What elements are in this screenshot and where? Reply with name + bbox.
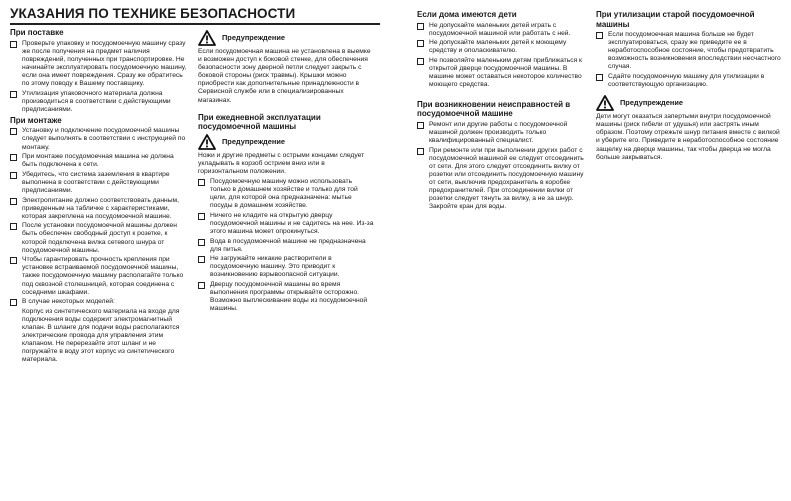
checkbox-bullet-icon [198, 213, 205, 220]
section-heading-malfunction: При возникновении неисправностей в посудомоечной машине [417, 99, 571, 119]
list-item: Не позволяйте маленьким детям приближаться к открытой дверце посудомоечной машины. В машине может оставаться некоторое количество моющего средства. [417, 57, 587, 89]
checkbox-bullet-icon [10, 154, 17, 161]
list-item: Установку и подключение посудомоечной машины следует выполнять в соответствии с инструкцией по монтажу. [10, 127, 188, 151]
checkbox-bullet-icon [596, 32, 603, 39]
paragraph: Корпус из синтетического материала на входе для подключения воды содержит электромагнитный клапан. В шланге для подачи воды располагаются электрические провода для управления этим клапаном. Не перерезайте этот шланг и не погружайте в воду этот корпус из синтетического материала. [22, 307, 180, 364]
list-item: Электропитание должно соответствовать данным, приведенным на табличке с характеристиками, которая закреплена на посудомоечной машине. [10, 197, 188, 221]
checkbox-bullet-icon [198, 239, 205, 246]
warning-triangle-icon [198, 30, 216, 46]
list-item: Не допускайте маленьких детей играть с посудомоечной машиной или работать с ней. [417, 22, 587, 38]
warning-text: Дети могут оказаться запертыми внутри посудомоечной машины (риск гибели от удушья) или застрять иным образом. Поэтому отрежьте шнур питания вместе с вилкой и уберите его. Приведите в неработоспособное состояние защелку на дверце машины, так чтобы дверца не могла больше закрываться. [596, 113, 780, 161]
section-heading-disposal: При утилизации старой посудомоечной машины [596, 10, 755, 29]
checkbox-bullet-icon [417, 23, 424, 30]
list-item: Вода в посудомоечной машине не предназначена для питья. [198, 238, 374, 254]
section-heading-installation: При монтаже [10, 115, 62, 125]
section-heading-delivery: При поставке [10, 28, 64, 37]
list-item: Если посудомоечная машина больше не будет эксплуатироваться, сразу же приведите ее в неработоспособное состояние, чтобы предотвратить возможность возникновения впоследствии несчастного случая. [596, 31, 782, 71]
column-2 [198, 28, 374, 315]
list-item: Убедитесь, что система заземления в квартире выполнена в соответствии с действующими предписаниями. [10, 171, 188, 195]
list-item: Не допускайте маленьких детей к моющему средству и ополаскивателю. [417, 39, 587, 55]
list-item: Проверьте упаковку и посудомоечную машину сразу же после получения на предмет наличия повреждений, полученных при транспортировке. Не начинайте эксплуатировать посудомоечную машину, если она имеет повреждения. Сразу же обратитесь по этому поводу к Вашему поставщику. [10, 40, 188, 89]
warning-box [198, 134, 374, 150]
checkbox-bullet-icon [417, 58, 424, 65]
warning-label: Предупреждение [620, 98, 683, 108]
warning-box [596, 95, 782, 111]
checkbox-bullet-icon [596, 74, 603, 81]
checkbox-bullet-icon [10, 41, 17, 48]
column-1 [10, 28, 188, 366]
checkbox-bullet-icon [417, 122, 424, 129]
warning-text: Если посудомоечная машина не установлена в выемке и возможен доступ к боковой стенке, для обеспечения безопасности зону дверной петли следует закрыть с боковой стороны (риск травмы). Крышки можно приобрести как дополнительные принадлежности в Сервисной службе или в специализированных магазинах. [198, 48, 371, 104]
checkbox-bullet-icon [417, 40, 424, 47]
page-title: УКАЗАНИЯ ПО ТЕХНИКЕ БЕЗОПАСНОСТИ [10, 6, 380, 25]
checkbox-bullet-icon [198, 282, 205, 289]
checkbox-bullet-icon [10, 128, 17, 135]
warning-label: Предупреждение [222, 136, 285, 146]
checkbox-bullet-icon [10, 198, 17, 205]
warning-box [198, 30, 374, 46]
section-heading-daily-use: При ежедневной эксплуатации посудомоечной машины [198, 112, 321, 132]
warning-triangle-icon [596, 95, 614, 111]
checkbox-bullet-icon [10, 257, 17, 264]
section-heading-children: Если дома имеются дети [417, 10, 517, 19]
list-item: Ремонт или другие работы с посудомоечной машиной должен производить только квалифицированный специалист. [417, 121, 587, 145]
checkbox-bullet-icon [10, 172, 17, 179]
checkbox-bullet-icon [10, 223, 17, 230]
warning-text: Ножи и другие предметы с острыми концами следует укладывать в корзоб острием вниз или в горизонтальном положении. [198, 151, 365, 175]
list-item: Посудомоечную машину можно использовать только в домашнем хозяйстве и только для той цели, для которой она предназначена: мытье посуды в домашнем хозяйстве. [198, 178, 374, 210]
checkbox-bullet-icon [198, 256, 205, 263]
column-3 [417, 10, 587, 213]
list-item: После установки посудомоечной машины должен быть обеспечен свободный доступ к розетке, к которой подключена вилка сетевого шнура от посудомоечной машины. [10, 222, 188, 254]
warning-triangle-icon [198, 134, 216, 150]
list-item: Дверцу посудомоечной машины во время выполнения программы открывайте осторожно. Возможно выплескивание воды из посудомоечной машины. [198, 281, 374, 313]
list-item: В случае некоторых моделей: [10, 298, 188, 306]
checkbox-bullet-icon [10, 91, 17, 98]
list-item: При монтаже посудомоечная машина не должна быть подключена к сети. [10, 153, 188, 169]
list-item: При ремонте или при выполнении других работ с посудомоечной машиной ее следует отсоединить от сети. Для этого следует отсоединить вилку от розетки или отсоединить посудомоечную машину от сети, выключив предохранитель в коробке предохранителей. При отсоединении вилки от розетки следует тянуть за вилку, а не за шнур. Закройте кран для воды. [417, 147, 587, 212]
list-item: Чтобы гарантировать прочность крепления при установке встраиваемой посудомоечной машины, также посудомоечную машину располагайте только под сквозной столешницей, которая соединена с соседними шкафами. [10, 256, 188, 296]
checkbox-bullet-icon [417, 148, 424, 155]
list-item: Не загружайте никакие растворители в посудомоечную машину. Это приводит к возникновению взрывоопасной ситуации. [198, 255, 374, 279]
list-item: Сдайте посудомоечную машину для утилизации в соответствующую организацию. [596, 73, 782, 89]
list-item: Ничего не кладите на открытую дверцу посудомоечной машины и не садитесь на нее. Из-за этого машина может опрокинуться. [198, 212, 374, 236]
checkbox-bullet-icon [198, 179, 205, 186]
warning-label: Предупреждение [222, 32, 285, 42]
list-item: Утилизация упаковочного материала должна производиться в соответствии с действующими предписаниями. [10, 90, 188, 114]
checkbox-bullet-icon [10, 299, 17, 306]
column-4 [596, 10, 782, 164]
